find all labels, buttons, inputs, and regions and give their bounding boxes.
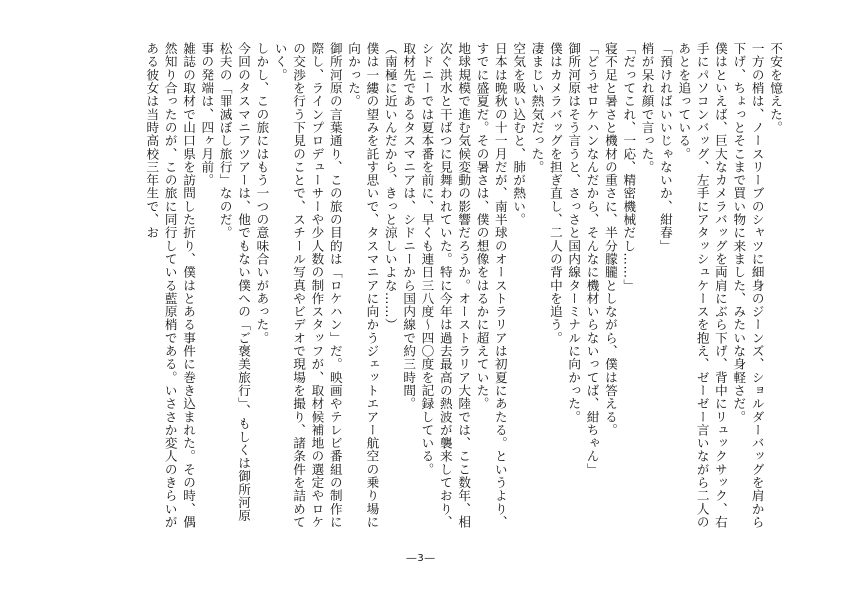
paragraph: 「預ければいいじゃないか、紺春」 xyxy=(657,42,673,253)
paragraph: 「だってこれ、一応、精密機械だし……」 xyxy=(621,42,637,292)
paragraph: 空気を吸い込むと、肺が熱い。 xyxy=(511,42,527,227)
paragraph: 凄まじい熱気だった。 xyxy=(529,42,545,174)
paragraph: 御所河原はそう言うと、さっさと国内線ターミナルに向かった。 xyxy=(566,42,582,424)
paragraph: 僕はといえば、巨大なカメラバッグを両肩にぶら下げ、背中にリュックサック、右手にパソコンバッグ、左手にアタッシュケースを抱え、ゼーゼー言いながら二人のあとを追っている。 xyxy=(676,42,728,529)
paragraph: 寝不足と暑さと機材の重さに、半分朦朧としながら、僕は答える。 xyxy=(602,42,618,437)
paragraph: 事の発端は、四ヶ月前。 xyxy=(199,42,215,187)
paragraph: しかし、この旅にはもう一つの意味合いがあった。 xyxy=(254,42,270,345)
paragraph: 取材先であるタスマニアは、シドニーから国内線で約三時間。 xyxy=(401,42,417,411)
paragraph: 今回のタスマニアツアーは、他でもない僕への「ご褒美旅行」、もしくは御所河原松夫の「罪滅ぼし旅行」なのだ。 xyxy=(217,42,252,523)
paragraph: 地球規模で進む気候変動の影響だろうか。オーストラリア大陸では、ここ数年、相次ぐ洪水と干ばつに見舞われていた。特に今年は過去最高の熱波が襲来しており、シドニーでは夏本番を前に、早くも連日三八度～四〇度を記録している。 xyxy=(419,42,472,529)
paragraph: 梢が呆れ顔で言った。 xyxy=(639,42,655,174)
paragraph: 日本は晩秋の十一月だが、南半球のオーストラリアは初夏にあたる。というより、すでに盛夏だ。その暑さは、僕の想像をはるかに超えていた。 xyxy=(474,42,508,529)
paragraph: 不安を憶えた。 xyxy=(768,42,783,135)
paragraph: 「どうせロケハンなんだから、そんなに機材いらないってば、紺ちゃん」 xyxy=(584,42,600,476)
page-number: ―3― xyxy=(406,553,436,564)
paragraph: 御所河原の言葉通り、この旅の目的は「ロケハン」だ。映画やテレビ番組の制作に際し、ラインプロデューサーや少人数の制作スタッフが、取材候補地の選定やロケの交渉を行う下見のことで、スチール写真やビデオで現場を撮り、諸条件を詰めていく。 xyxy=(272,42,343,529)
paragraph: 僕は一縷の望みを託す思いで、タスマニアに向かうジェットエアー航空の乗り場に向かった。 xyxy=(346,42,380,529)
paragraph: 雑誌の取材で山口県を訪問した折り、僕はとある事件に巻き込まれた。その時、偶然知り合ったのが、この旅に同行している藍原梢である。いささか変人のきらいがある彼女は当時高校三年生で、お xyxy=(144,42,196,529)
vertical-body-text xyxy=(74,42,784,532)
paragraph: （南極に近いんだから、きっと涼しいよな……） xyxy=(382,42,398,332)
paragraph: 一方の梢は、ノースリーブのシャツに細身のジーンズ、ショルダーバッグを肩から下げ、ちょっとそこまで買い物に来ました、みたいな身軽さだ。 xyxy=(731,42,765,529)
paragraph: 僕はカメラバッグを担ぎ直し、二人の背中を追う。 xyxy=(547,42,563,345)
